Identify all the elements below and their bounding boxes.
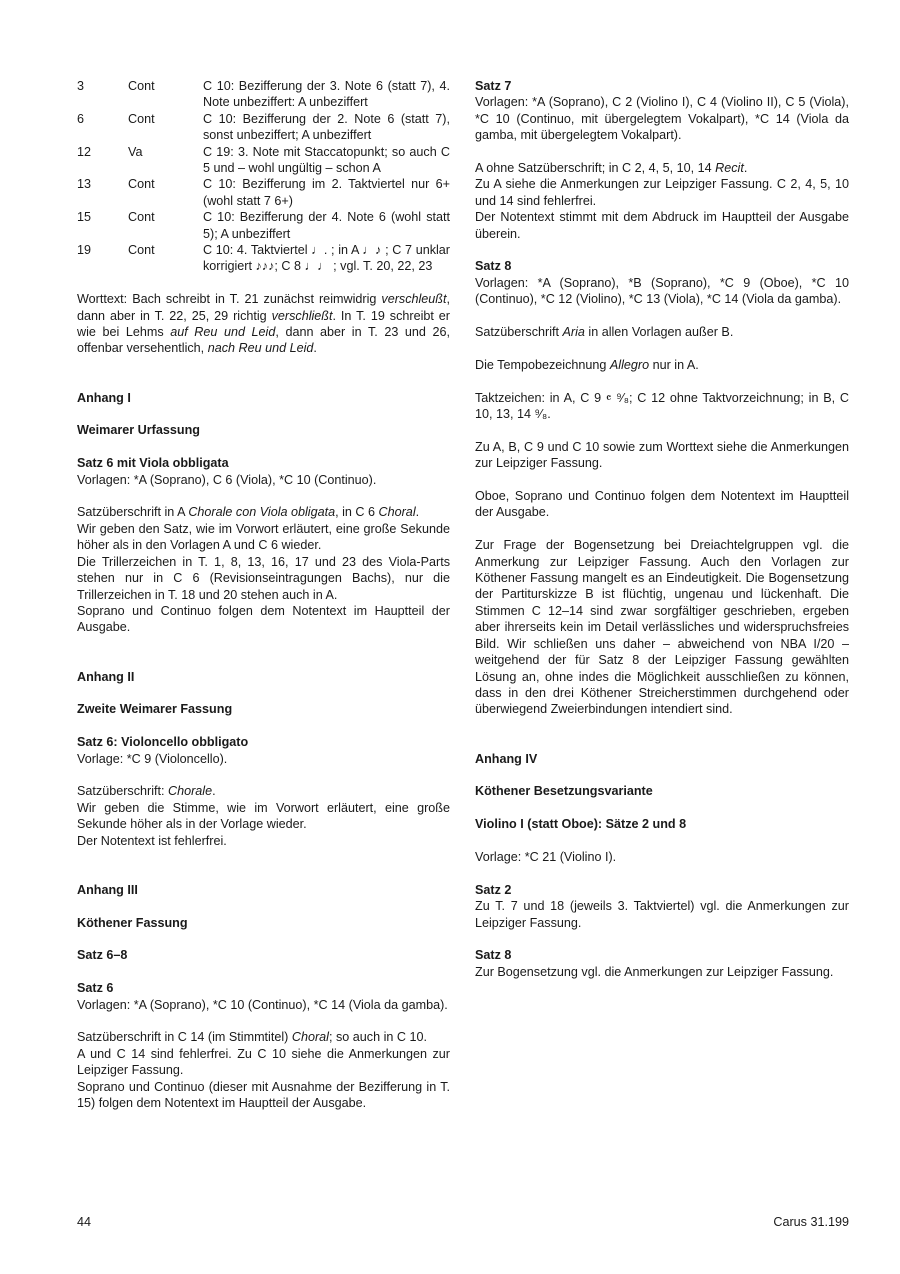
measure-cell: 3 bbox=[77, 79, 85, 93]
body-paragraph: A und C 14 sind fehlerfrei. Zu C 10 siehe die Anmerkungen zur Leipziger Fassung. bbox=[77, 1046, 450, 1078]
anhang-2-heading: Anhang II bbox=[77, 669, 135, 684]
anhang-1-subheading: Weimarer Urfassung bbox=[77, 423, 200, 438]
measure-cell: 19 bbox=[77, 243, 92, 258]
satz-8-heading: Satz 8 bbox=[475, 259, 512, 274]
vorlagen-text: Vorlagen: *A (Soprano), *B (Soprano), *C 9 (Oboe), *C 10 (Continuo), *C 12 (Violino), *C 13 (Viola), *C 14 (Viola da gamba). bbox=[475, 275, 849, 307]
staff-cell: Cont bbox=[128, 210, 155, 225]
vorlage-text: Vorlage: *C 21 (Violino I). bbox=[475, 849, 617, 864]
measure-cell: 6 bbox=[77, 111, 85, 126]
anhang-2-subheading: Zweite Weimarer Fassung bbox=[77, 702, 233, 717]
staff-cell: Cont bbox=[128, 79, 155, 93]
satzueberschrift-text: Satzüberschrift in A Chorale con Viola obligata, in C 6 Choral. bbox=[77, 505, 420, 520]
table-row bbox=[77, 176, 450, 209]
measure-cell: 12 bbox=[77, 144, 92, 159]
body-paragraph: Wir geben die Stimme, wie im Vorwort erläutert, eine große Sekunde höher als in der Vorlage wieder. bbox=[77, 800, 450, 832]
satzueberschrift-text: Satzüberschrift in C 14 (im Stimmtitel) Choral; so auch in C 10. bbox=[77, 1030, 427, 1045]
anhang-4-heading: Anhang IV bbox=[475, 751, 538, 766]
table-row bbox=[77, 209, 450, 242]
satz-6-cello-heading: Satz 6: Violoncello obbligato bbox=[77, 735, 249, 750]
satz-6-viola-heading: Satz 6 mit Viola obbligata bbox=[77, 456, 229, 471]
vorlagen-text: Vorlagen: *A (Soprano), C 6 (Viola), *C 10 (Continuo). bbox=[77, 472, 377, 487]
publisher-catalog-number: Carus 31.199 bbox=[773, 1215, 849, 1229]
body-paragraph: Zu A siehe die Anmerkungen zur Leipziger Fassung. C 2, 4, 5, 10 und 14 sind fehlerfrei. bbox=[475, 177, 849, 208]
note-cell: C 10: Bezifferung im 2. Taktviertel nur 6+ (wohl statt 7 6+) bbox=[203, 177, 450, 208]
note-cell: C 10: Bezifferung der 3. Note 6 (statt 7), 4. Note unbeziffert: A unbeziffert bbox=[203, 79, 450, 110]
body-paragraph: Wir geben den Satz, wie im Vorwort erläutert, eine große Sekunde höher als in den Vorlagen A und C 6 wieder. bbox=[77, 521, 450, 553]
violino-section-heading: Violino I (statt Oboe): Sätze 2 und 8 bbox=[475, 817, 687, 832]
body-paragraph: Zu T. 7 und 18 (jeweils 3. Taktviertel) vgl. die Anmerkungen zur Leipziger Fassung. bbox=[475, 899, 849, 930]
body-paragraph: A ohne Satzüberschrift; in C 2, 4, 5, 10, 14 Recit. bbox=[475, 161, 748, 176]
table-row bbox=[77, 78, 450, 111]
anhang-1-heading: Anhang I bbox=[77, 390, 131, 405]
body-paragraph: Zur Bogensetzung vgl. die Anmerkungen zur Leipziger Fassung. bbox=[475, 964, 834, 979]
measure-cell: 13 bbox=[77, 177, 92, 192]
staff-cell: Cont bbox=[128, 177, 155, 192]
right-column bbox=[475, 78, 849, 980]
satz-6-heading: Satz 6 bbox=[77, 981, 114, 996]
anhang-4-subheading: Köthener Besetzungsvariante bbox=[475, 784, 653, 799]
table-row bbox=[77, 144, 450, 177]
body-paragraph: Die Trillerzeichen in T. 1, 8, 13, 16, 17 und 23 des Viola-Parts stehen nur in C 6 (Revisionseintragungen Bachs), nur die Trillerzeichen in T. 18 und 20 stehen auch in A. bbox=[77, 554, 450, 602]
worttext-paragraph: Worttext: Bach schreibt in T. 21 zunächst reimwidrig verschleußt, dann aber in T. 22, 25, 29 richtig verschließt. In T. 19 schreibt er wie bei Lehms auf Reu und Leid, dann aber in T. 23 und 26, offenbar versehentlich, nach Reu und Leid. bbox=[77, 292, 450, 356]
anhang-3-heading: Anhang III bbox=[77, 882, 138, 897]
anhang-3-subheading: Köthener Fassung bbox=[77, 915, 188, 930]
satz-7-heading: Satz 7 bbox=[475, 79, 512, 93]
body-paragraph: Der Notentext stimmt mit dem Abdruck im Hauptteil der Ausgabe überein. bbox=[475, 210, 849, 241]
body-paragraph: Soprano und Continuo folgen dem Notentext im Hauptteil der Ausgabe. bbox=[77, 603, 450, 635]
satzueberschrift-text: Satzüberschrift: Chorale. bbox=[77, 784, 216, 799]
staff-cell: Va bbox=[128, 144, 143, 159]
note-cell: C 10: 4. Taktviertel ♩. ; in A ♩♪ ; C 7 unklar korrigiert ♪♪♪; C 8 ♩♩ ; vgl. T. 20, 22, 23 bbox=[203, 243, 450, 274]
vorlagen-text: Vorlagen: *A (Soprano), *C 10 (Continuo), *C 14 (Viola da gamba). bbox=[77, 997, 448, 1012]
body-paragraph: Soprano und Continuo (dieser mit Ausnahme der Bezifferung in T. 15) folgen dem Notentext im Hauptteil der Ausgabe. bbox=[77, 1079, 450, 1110]
note-cell: C 10: Bezifferung der 4. Note 6 (wohl statt 5); A unbeziffert bbox=[203, 210, 450, 241]
table-row bbox=[77, 111, 450, 144]
satzueberschrift-text: Satzüberschrift Aria in allen Vorlagen außer B. bbox=[475, 325, 734, 340]
tempo-text: Die Tempobezeichnung Allegro nur in A. bbox=[475, 357, 699, 372]
left-column bbox=[77, 78, 450, 1111]
satz-8-heading: Satz 8 bbox=[475, 948, 512, 963]
page-number: 44 bbox=[77, 1215, 92, 1229]
measure-cell: 15 bbox=[77, 210, 92, 225]
body-paragraph: Oboe, Soprano und Continuo folgen dem Notentext im Hauptteil der Ausgabe. bbox=[475, 489, 849, 520]
staff-cell: Cont bbox=[128, 243, 155, 258]
table-row bbox=[77, 242, 450, 275]
body-paragraph: Zu A, B, C 9 und C 10 sowie zum Worttext siehe die Anmerkungen zur Leipziger Fassung. bbox=[475, 439, 849, 471]
vorlagen-text: Vorlagen: *A (Soprano), C 2 (Violino I), C 4 (Violino II), C 5 (Viola), *C 10 (Continuo, mit übergelegtem Vokalpart), *C 14 (Viola da gamba, mit übergelegtem Vokalpart). bbox=[475, 95, 849, 143]
critical-notes-table bbox=[77, 78, 450, 275]
note-cell: C 10: Bezifferung der 2. Note 6 (statt 7), sonst unbeziffert; A unbeziffert bbox=[203, 111, 450, 143]
taktzeichen-text: Taktzeichen: in A, C 9 𝄴 ⁹⁄₈; C 12 ohne Taktvorzeichnung; in B, C 10, 13, 14 ⁹⁄₈. bbox=[475, 390, 849, 422]
body-paragraph: Der Notentext ist fehlerfrei. bbox=[77, 833, 227, 848]
satz-range-heading: Satz 6–8 bbox=[77, 948, 128, 963]
vorlage-text: Vorlage: *C 9 (Violoncello). bbox=[77, 751, 228, 766]
staff-cell: Cont bbox=[128, 111, 155, 126]
note-cell: C 19: 3. Note mit Staccatopunkt; so auch C 5 und – wohl ungültig – schon A bbox=[203, 144, 450, 176]
body-paragraph: Zur Frage der Bogensetzung bei Dreiachtelgruppen vgl. die Anmerkung zur Leipziger Fassung. Auch den Vorlagen zur Köthener Fassung mangelt es an Eindeutigkeit. Die Bogensetzung der Partiturskizze B ist flüchtig, ungenau und lückenhaft. Die Stimmen C 12–14 sind zwar sorgfältiger geschrieben, ergeben aber ihrerseits kein im Detail verlässliches und widerspruchsfreies Bild. Wir schließen uns daher – abweichend von NBA I/20 – weitgehend der für Satz 8 der Leipziger Fassung gewählten Lösung an, ohne indes die Möglichkeit ausschließen zu können, dass in den drei Köthener Streicherstimmen durchgehend oder überwiegend Zweierbindungen intendiert sind. bbox=[475, 538, 849, 717]
satz-2-heading: Satz 2 bbox=[475, 882, 512, 897]
